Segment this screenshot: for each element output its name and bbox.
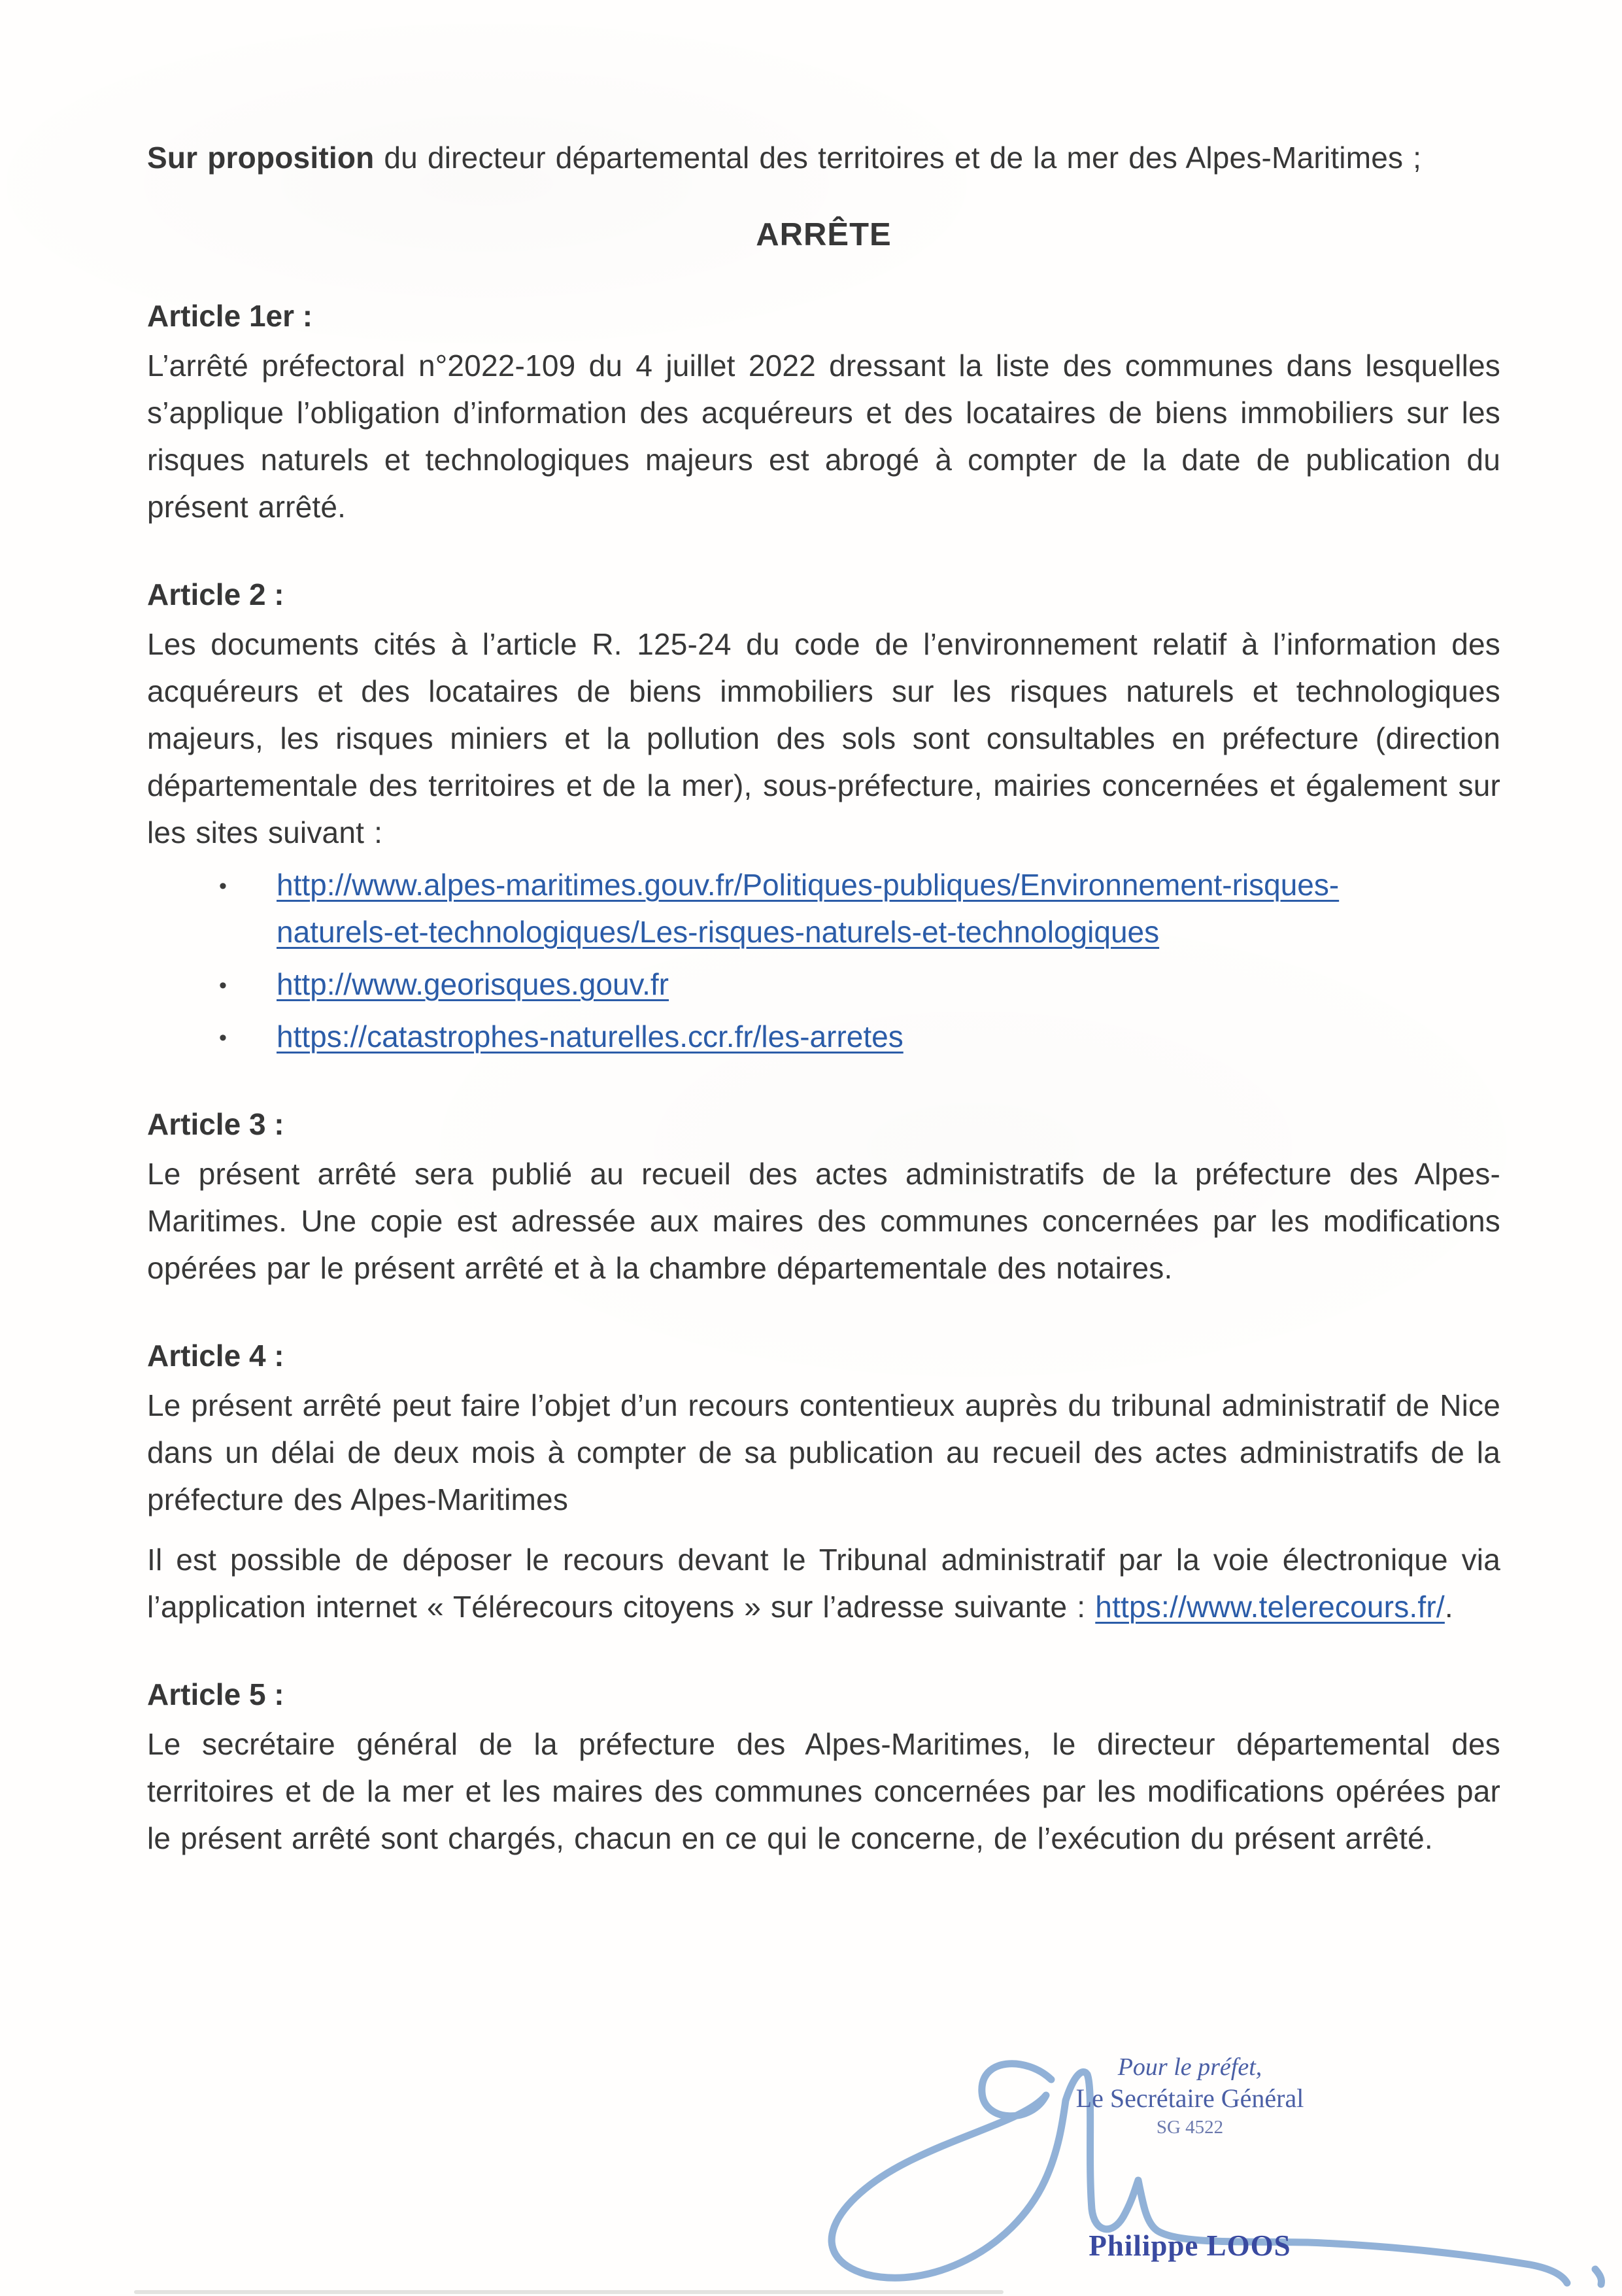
signature-name: Philippe LOOS [1089,2229,1291,2262]
decree-heading: ARRÊTE [756,217,892,252]
intro-lead: Sur proposition [147,141,375,175]
intro-rest: du directeur départemental des territoires et de la mer des Alpes-Maritimes ; [374,141,1422,175]
article-2-link-list [147,861,1500,1060]
article-4-body-2-text: Il est possible de déposer le recours devant le Tribunal administratif par la voie électronique via l’application internet « Télérecours citoyens » sur l’adresse suivante : [147,1543,1500,1624]
article-4-body-2 [147,1536,1500,1630]
article-3-body: Le présent arrêté sera publié au recueil des actes administratifs de la préfecture des Alpes-Maritimes. Une copie est adressée aux maires des communes concernées par les modifications opérées par le présent arrêté et à la chambre départementale des notaires. [147,1157,1500,1285]
link-catastrophes-naturelles[interactable]: https://catastrophes-naturelles.ccr.fr/les-arretes [277,1019,904,1054]
article-5-body: Le secrétaire général de la préfecture des Alpes-Maritimes, le directeur départemental des territoires et de la mer et les maires des communes concernées par les modifications opérées par le présent arrêté sont chargés, chacun en ce qui le concerne, de l’exécution du présent arrêté. [147,1727,1500,1855]
scan-artifact-edge [134,2290,1004,2294]
intro-paragraph [147,134,1500,181]
article-4-body-1: Le présent arrêté peut faire l’objet d’un recours contentieux auprès du tribunal administratif de Nice dans un délai de deux mois à compter de sa publication au recueil des actes administratifs de la préfecture des Alpes-Maritimes [147,1388,1500,1516]
list-item [219,1013,1362,1060]
article-2-body: Les documents cités à l’article R. 125-24 du code de l’environnement relatif à l’information des acquéreurs et des locataires de biens immobiliers sur les risques naturels et technologiques majeurs, les risques miniers et la pollution des sols sont consultables en préfecture (direction départementale des territoires et de la mer), sous-préfecture, mairies concernées et également sur les sites suivant : [147,627,1500,849]
list-item [219,861,1362,955]
bullet-icon: • [219,973,227,998]
article-4-body-2-period: . [1444,1590,1453,1624]
signature-role-line: Le Secrétaire Général [1075,2083,1304,2113]
link-alpes-maritimes[interactable]: http://www.alpes-maritimes.gouv.fr/Politiques-publiques/Environnement-risques-naturels-et-technologiques/Les-risques-naturels-et-technologiques [277,868,1340,949]
article-4-title: Article 4 : [147,1339,284,1373]
bullet-icon: • [219,1025,227,1050]
signature-for-line: Pour le préfet, [1117,2053,1262,2081]
document-content [147,134,1500,1862]
signature-ref-line: SG 4522 [1156,2117,1224,2138]
article-1-title: Article 1er : [147,299,313,333]
article-1-body: L’arrêté préfectoral n°2022-109 du 4 juillet 2022 dressant la liste des communes dans lesquelles s’applique l’obligation d’information des acquéreurs et des locataires de biens immobiliers sur les risques naturels et technologiques majeurs est abrogé à compter de la date de publication du présent arrêté. [147,349,1500,524]
signature-block [719,2040,1615,2295]
link-georisques[interactable]: http://www.georisques.gouv.fr [277,967,669,1001]
article-5-title: Article 5 : [147,1677,284,1711]
signature-text-block [1033,2052,1347,2140]
article-2-title: Article 2 : [147,577,284,611]
link-telerecours[interactable]: https://www.telerecours.fr/ [1095,1590,1445,1624]
list-item [219,961,1362,1008]
article-3-title: Article 3 : [147,1107,284,1141]
bullet-icon: • [219,874,227,899]
